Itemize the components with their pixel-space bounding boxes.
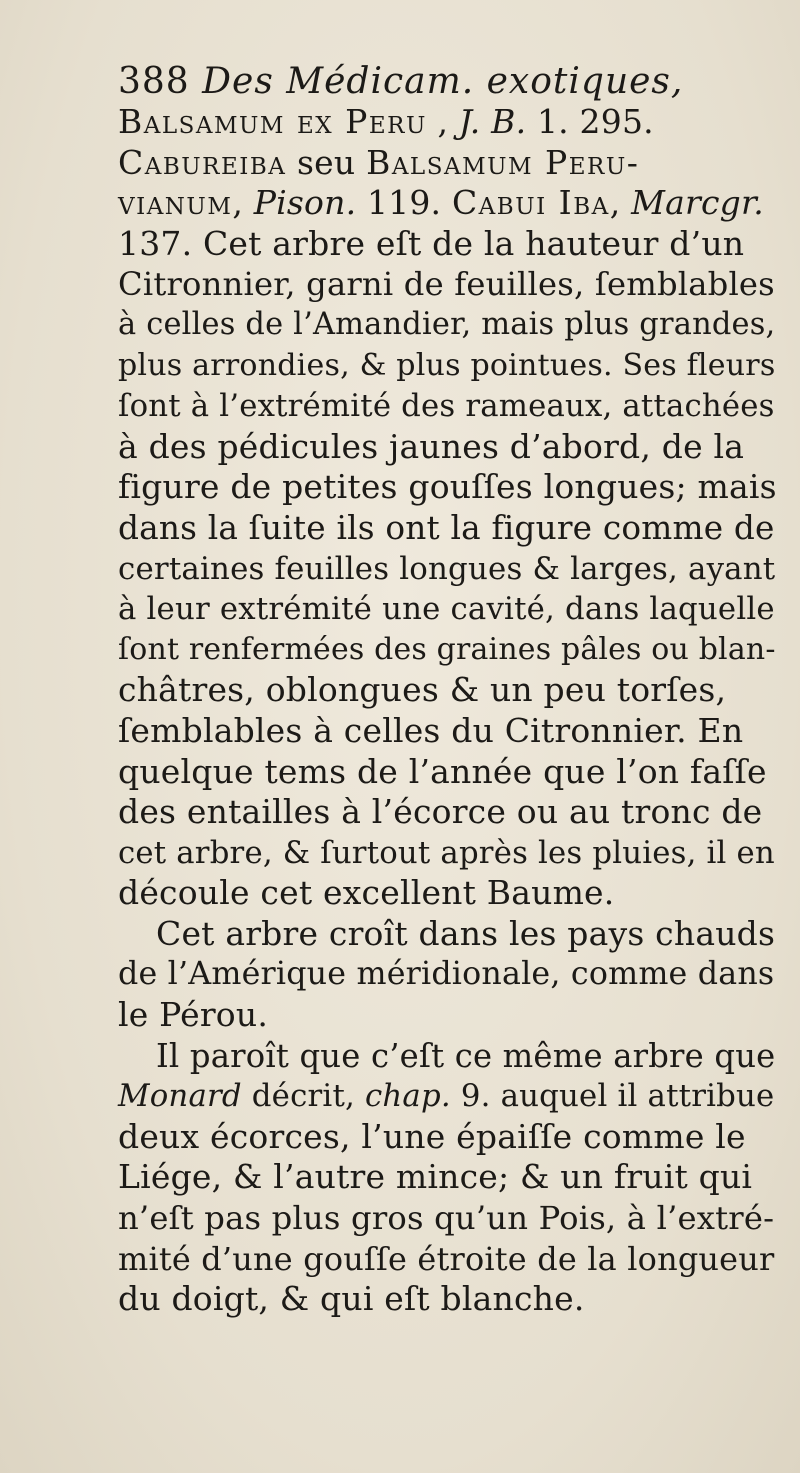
text-line [118, 630, 778, 671]
text-run: découle cet excellent Baume. [118, 873, 615, 913]
text-run: Citronnier, garni de feuilles, ſemblables [118, 265, 775, 304]
text-line [118, 508, 778, 549]
text-run: mité d’une gouſſe étroite de la longueur [118, 1239, 775, 1278]
text-run: , [609, 183, 632, 223]
text-line [118, 1076, 778, 1117]
text-run: seu [286, 142, 367, 182]
text-run: cet arbre, & ſurtout après les pluies, il en [118, 834, 775, 871]
text-run: n’eſt pas plus gros qu’un Pois, à l’extré- [118, 1199, 775, 1238]
text-run: Cet arbre croît dans les pays chauds [156, 913, 776, 953]
text-run: de l’Amérique méridionale, comme dans [118, 956, 775, 993]
text-line [118, 1279, 778, 1320]
text-line [118, 792, 778, 833]
text-line [118, 183, 778, 224]
text-run: ſemblables à celles du Citronnier. En [118, 710, 744, 750]
text-line [118, 102, 778, 143]
text-run: 9. auquel il attribue [450, 1078, 775, 1115]
text-line [118, 427, 778, 468]
text-run: le Pérou. [118, 995, 269, 1035]
text-run: figure de petites gouſſes longues; mais [118, 467, 777, 507]
text-line [118, 1157, 778, 1198]
text-line [118, 386, 778, 427]
text-run: deux écorces, l’une épaiſſe comme le [118, 1116, 746, 1156]
text-line [118, 873, 778, 914]
text-run: des entailles à l’écorce ou au tronc de [118, 792, 763, 832]
text-line [118, 549, 778, 590]
text-run: 119. [356, 183, 452, 223]
text-run: certaines feuilles longues & larges, ayant [118, 550, 776, 587]
text-run: Liége, & l’autre mince; & un fruit qui [118, 1157, 753, 1197]
text-line [118, 346, 778, 387]
text-line [118, 589, 778, 630]
text-run: Marcgr. [631, 183, 764, 223]
text-line [118, 995, 778, 1036]
running-title: Des Médicam. exotiques, [202, 61, 684, 102]
text-run: à leur extrémité une cavité, dans laquelle [118, 591, 775, 628]
text-run: décrit, [241, 1078, 365, 1115]
body-text [118, 102, 778, 1320]
text-line [118, 1117, 778, 1158]
text-run: , [232, 183, 254, 223]
page-number: 388 [118, 61, 190, 102]
text-line [118, 224, 778, 265]
text-line [118, 1239, 778, 1280]
text-line [118, 1198, 778, 1239]
text-run: 137. Cet arbre eſt de la hauteur d’un [118, 223, 745, 263]
text-run: , [426, 102, 459, 141]
text-run: Balsamum Peru- [366, 142, 640, 182]
text-block [118, 62, 778, 1320]
text-run: J. B. [458, 102, 527, 141]
text-run: ſont renfermées des graines pâles ou blan- [118, 631, 776, 667]
text-line [118, 305, 778, 346]
text-run: châtres, oblongues & un peu torſes, [118, 670, 727, 710]
text-run: Pison. [253, 183, 357, 223]
text-line [118, 264, 778, 305]
text-line [118, 670, 778, 711]
text-run: plus arrondies, & plus pointues. Ses fleurs [118, 347, 776, 383]
text-run: vianum [118, 183, 233, 223]
text-run: à des pédicules jaunes d’abord, de la [118, 426, 745, 466]
text-run: dans la ſuite ils ont la figure comme de [118, 508, 775, 547]
text-line [118, 467, 778, 508]
text-run: chap. [364, 1078, 451, 1115]
text-run: à celles de l’Amandier, mais plus grandes, [118, 306, 776, 342]
running-head [118, 62, 778, 102]
text-line [118, 954, 778, 995]
text-line [118, 833, 778, 874]
text-run: Il paroît que c’eſt ce même arbre que [156, 1036, 776, 1075]
text-run: ſont à l’extrémité des rameaux, attachées [118, 388, 775, 425]
text-run: Balsamum ex Peru [118, 102, 427, 141]
text-run: quelque tems de l’année que l’on faſſe [118, 751, 767, 791]
text-line [118, 752, 778, 793]
text-run: Cabui Iba [451, 183, 610, 223]
text-line [118, 711, 778, 752]
text-run: 1. 295. [526, 102, 654, 141]
text-line [118, 143, 778, 184]
text-run: Monard [118, 1078, 242, 1115]
text-line [118, 1036, 778, 1077]
text-run: Cabureiba [118, 142, 287, 182]
text-line [118, 914, 778, 955]
text-run: du doigt, & qui eſt blanche. [118, 1279, 585, 1319]
